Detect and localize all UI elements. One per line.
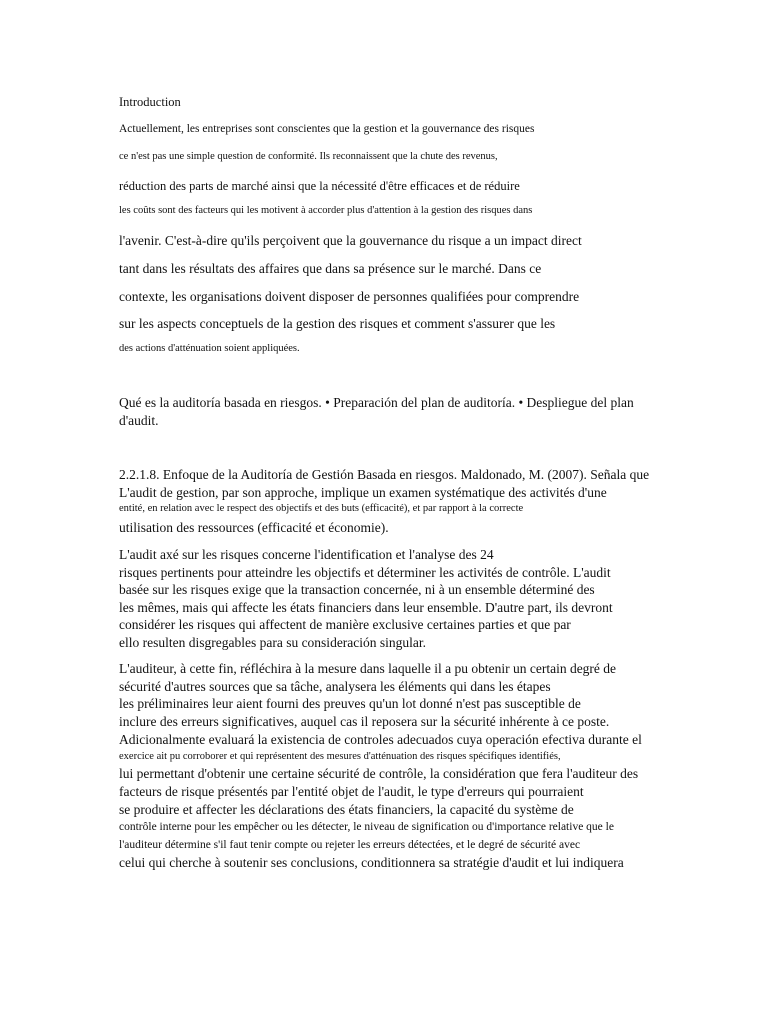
paragraph-line: risques pertinents pour atteindre les objectifs et déterminer les activités de contrôle. L'audit bbox=[119, 565, 611, 580]
paragraph-line: L'audit axé sur les risques concerne l'identification et l'analyse des 24 bbox=[119, 547, 494, 562]
paragraph-line: considérer les risques qui affectent de manière exclusive certaines parties et que par bbox=[119, 617, 571, 632]
paragraph-line: tant dans les résultats des affaires que dans sa présence sur le marché. Dans ce bbox=[119, 261, 542, 276]
paragraph-line: les préliminaires leur aient fourni des preuves qu'un lot donné n'est pas susceptible de bbox=[119, 696, 581, 711]
paragraph-line: l'avenir. C'est-à-dire qu'ils perçoivent que la gouvernance du risque a un impact direct bbox=[119, 233, 582, 248]
paragraph-line: des actions d'atténuation soient appliquées. bbox=[119, 343, 300, 354]
paragraph-line: L'audit de gestion, par son approche, implique un examen systématique des activités d'une bbox=[119, 485, 607, 500]
paragraph-line: exercice ait pu corroborer et qui représentent des mesures d'atténuation des risques spécifiques identifiés, bbox=[119, 751, 561, 762]
paragraph-line: les mêmes, mais qui affecte les états financiers dans leur ensemble. D'autre part, ils devront bbox=[119, 600, 613, 615]
paragraph-line: Adicionalmente evaluará la existencia de controles adecuados cuya operación efectiva durante el bbox=[119, 732, 642, 747]
paragraph-line: ce n'est pas une simple question de conformité. Ils reconnaissent que la chute des revenus, bbox=[119, 151, 498, 162]
paragraph-line: facteurs de risque présentés par l'entité objet de l'audit, le type d'erreurs qui pourraient bbox=[119, 784, 584, 799]
paragraph-line: ello resulten disgregables para su consideración singular. bbox=[119, 635, 427, 650]
paragraph-line: utilisation des ressources (efficacité et économie). bbox=[119, 520, 389, 535]
paragraph-line: entité, en relation avec le respect des objectifs et des buts (efficacité), et par rapport à la correcte bbox=[119, 503, 524, 514]
paragraph-line: sur les aspects conceptuels de la gestion des risques et comment s'assurer que les bbox=[119, 316, 556, 331]
paragraph-line: se produire et affecter les déclarations des états financiers, la capacité du système de bbox=[119, 802, 574, 817]
paragraph-line: L'auditeur, à cette fin, réfléchira à la mesure dans laquelle il a pu obtenir un certain degré de bbox=[119, 661, 617, 676]
paragraph-line: Qué es la auditoría basada en riesgos. • Preparación del plan de auditoría. • Despliegue del plan bbox=[119, 395, 634, 410]
paragraph-line: inclure des erreurs significatives, auquel cas il reposera sur la sécurité inhérente à ce poste. bbox=[119, 714, 610, 729]
paragraph-line: lui permettant d'obtenir une certaine sécurité de contrôle, la considération que fera l'auditeur des bbox=[119, 766, 639, 781]
paragraph-line: contexte, les organisations doivent disposer de personnes qualifiées pour comprendre bbox=[119, 289, 580, 304]
paragraph-line: contrôle interne pour les empêcher ou les détecter, le niveau de signification ou d'importance relative que le bbox=[119, 821, 614, 833]
paragraph-line: celui qui cherche à soutenir ses conclusions, conditionnera sa stratégie d'audit et lui indiquera bbox=[119, 855, 624, 870]
paragraph-line: 2.2.1.8. Enfoque de la Auditoría de Gestión Basada en riesgos. Maldonado, M. (2007). Señala que bbox=[119, 467, 650, 482]
section-heading-introduction: Introduction bbox=[119, 95, 181, 109]
paragraph-line: les coûts sont des facteurs qui les motivent à accorder plus d'attention à la gestion des risques dans bbox=[119, 205, 533, 216]
paragraph-line: réduction des parts de marché ainsi que la nécessité d'être efficaces et de réduire bbox=[119, 179, 520, 193]
paragraph-line: basée sur les risques exige que la transaction concernée, ni à un ensemble déterminé des bbox=[119, 582, 595, 597]
paragraph-line: sécurité d'autres sources que sa tâche, analysera les éléments qui dans les étapes bbox=[119, 679, 551, 694]
paragraph-line: Actuellement, les entreprises sont conscientes que la gestion et la gouvernance des risques bbox=[119, 123, 535, 135]
paragraph-line: d'audit. bbox=[119, 413, 159, 428]
paragraph-line: l'auditeur détermine s'il faut tenir compte ou rejeter les erreurs détectées, et le degré de sécurité avec bbox=[119, 839, 581, 851]
